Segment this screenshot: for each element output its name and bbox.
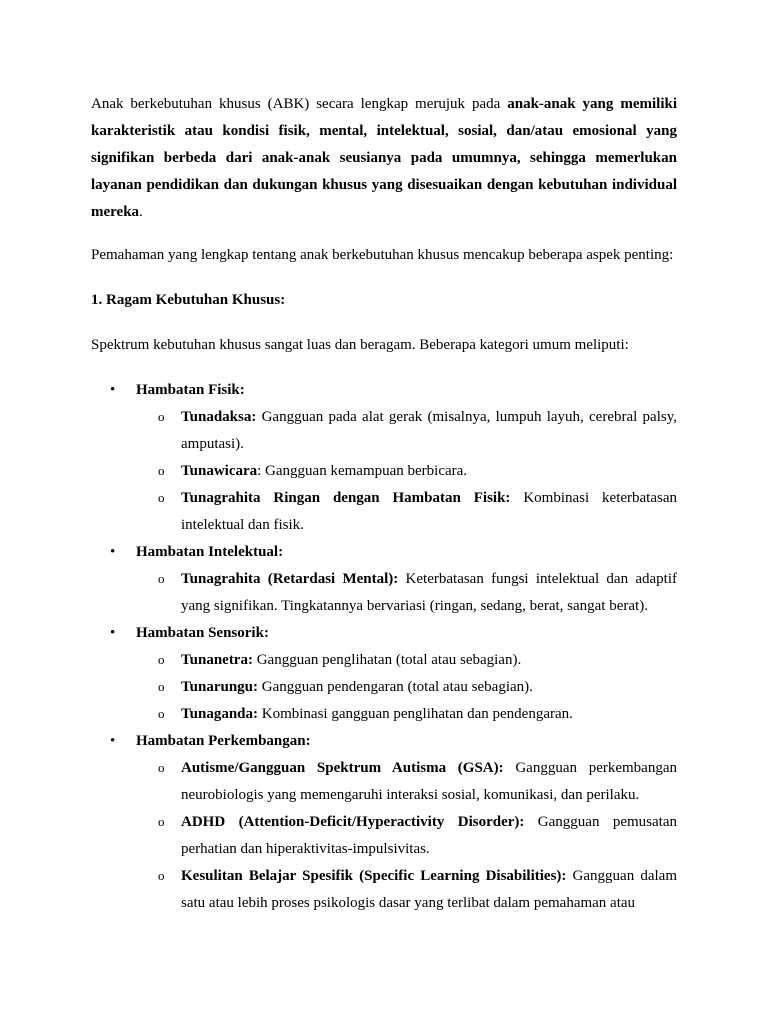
item-term: Tunadaksa: (181, 409, 257, 425)
item-description: Gangguan dalam satu atau lebih proses psikologis dasar yang terlibat dalam pemahaman atau (181, 868, 677, 911)
item-description: Gangguan penglihatan (total atau sebagian). (252, 652, 522, 668)
bullet-icon: • (110, 733, 116, 749)
circle-bullet-icon: o (158, 679, 165, 694)
bullet-icon: • (110, 382, 116, 398)
list-item (136, 863, 677, 917)
item-term: ADHD (Attention-Deficit/Hyperactivity Disorder): (181, 814, 525, 830)
intro-definition: anak-anak yang memiliki karakteristik atau kondisi fisik, mental, intelektual, sosial, dan/atau emosional yang signifikan berbeda dari anak-anak seusianya pada umumnya, sehingga memerlukan layanan pendidikan dan dukungan khusus yang disesuaikan dengan kebutuhan individual mereka (91, 96, 677, 220)
list-item (136, 701, 677, 728)
subitem-list (136, 404, 677, 539)
item-term: Tunagrahita (Retardasi Mental): (181, 571, 399, 587)
list-item-text (181, 809, 677, 863)
bullet-icon: • (110, 544, 116, 560)
list-item-text (181, 566, 677, 620)
item-description: Kombinasi keterbatasan intelektual dan fisik. (181, 490, 677, 533)
category-list (91, 377, 677, 917)
item-term: Tunanetra: (181, 652, 253, 668)
category-label: Hambatan Intelektual: (136, 544, 284, 560)
list-item (136, 755, 677, 809)
circle-bullet-icon: o (158, 409, 165, 424)
category-label: Hambatan Perkembangan: (136, 733, 311, 749)
item-description: Keterbatasan fungsi intelektual dan adaptif yang signifikan. Tingkatannya bervariasi (ringan, sedang, berat, sangat berat). (181, 571, 677, 614)
list-item (136, 647, 677, 674)
category-item (91, 728, 677, 917)
item-description: Gangguan pendengaran (total atau sebagian). (258, 679, 533, 695)
category-item (91, 620, 677, 728)
section-lead-paragraph: Spektrum kebutuhan khusus sangat luas dan beragam. Beberapa kategori umum meliputi: (91, 337, 629, 353)
list-item (136, 458, 677, 485)
list-item-text (181, 863, 677, 917)
list-item (136, 404, 677, 458)
subitem-list (136, 755, 677, 917)
circle-bullet-icon: o (158, 760, 165, 775)
item-term: Tunaganda: (181, 706, 258, 722)
item-description: Gangguan pemusatan perhatian dan hiperaktivitas-impulsivitas. (181, 814, 677, 857)
understanding-paragraph: Pemahaman yang lengkap tentang anak berkebutuhan khusus mencakup beberapa aspek penting: (91, 247, 674, 263)
category-item (91, 377, 677, 539)
list-item-text (181, 701, 677, 728)
item-description: Kombinasi gangguan penglihatan dan pendengaran. (258, 706, 573, 722)
circle-bullet-icon: o (158, 571, 165, 586)
circle-bullet-icon: o (158, 652, 165, 667)
circle-bullet-icon: o (158, 706, 165, 721)
list-item-text (181, 755, 677, 809)
intro-paragraph (91, 91, 677, 226)
subitem-list (136, 647, 677, 728)
list-item-text (181, 458, 677, 485)
intro-lead: Anak berkebutuhan khusus (ABK) secara lengkap merujuk pada (91, 96, 508, 112)
list-item (136, 809, 677, 863)
item-description: : Gangguan kemampuan berbicara. (257, 463, 468, 479)
list-item-text (181, 485, 677, 539)
category-label: Hambatan Sensorik: (136, 625, 269, 641)
list-item-text (181, 647, 677, 674)
list-item (136, 485, 677, 539)
item-term: Tunagrahita Ringan dengan Hambatan Fisik: (181, 490, 511, 506)
list-item (136, 566, 677, 620)
bullet-icon: • (110, 625, 116, 641)
item-term: Tunawicara (181, 463, 258, 479)
item-term: Autisme/Gangguan Spektrum Autisma (GSA): (181, 760, 504, 776)
list-item (136, 674, 677, 701)
item-description: Gangguan pada alat gerak (misalnya, lumpuh layuh, cerebral palsy, amputasi). (181, 409, 677, 452)
item-description: Gangguan perkembangan neurobiologis yang memengaruhi interaksi sosial, komunikasi, dan perilaku. (181, 760, 677, 803)
category-item (91, 539, 677, 620)
circle-bullet-icon: o (158, 463, 165, 478)
circle-bullet-icon: o (158, 814, 165, 829)
intro-tail: . (139, 204, 143, 220)
item-term: Tunarungu: (181, 679, 258, 695)
circle-bullet-icon: o (158, 490, 165, 505)
category-label: Hambatan Fisik: (136, 382, 245, 398)
section-heading: 1. Ragam Kebutuhan Khusus: (91, 292, 286, 308)
subitem-list (136, 566, 677, 620)
list-item-text (181, 674, 677, 701)
item-term: Kesulitan Belajar Spesifik (Specific Learning Disabilities): (181, 868, 567, 884)
list-item-text (181, 404, 677, 458)
document-body (91, 91, 677, 917)
circle-bullet-icon: o (158, 868, 165, 883)
